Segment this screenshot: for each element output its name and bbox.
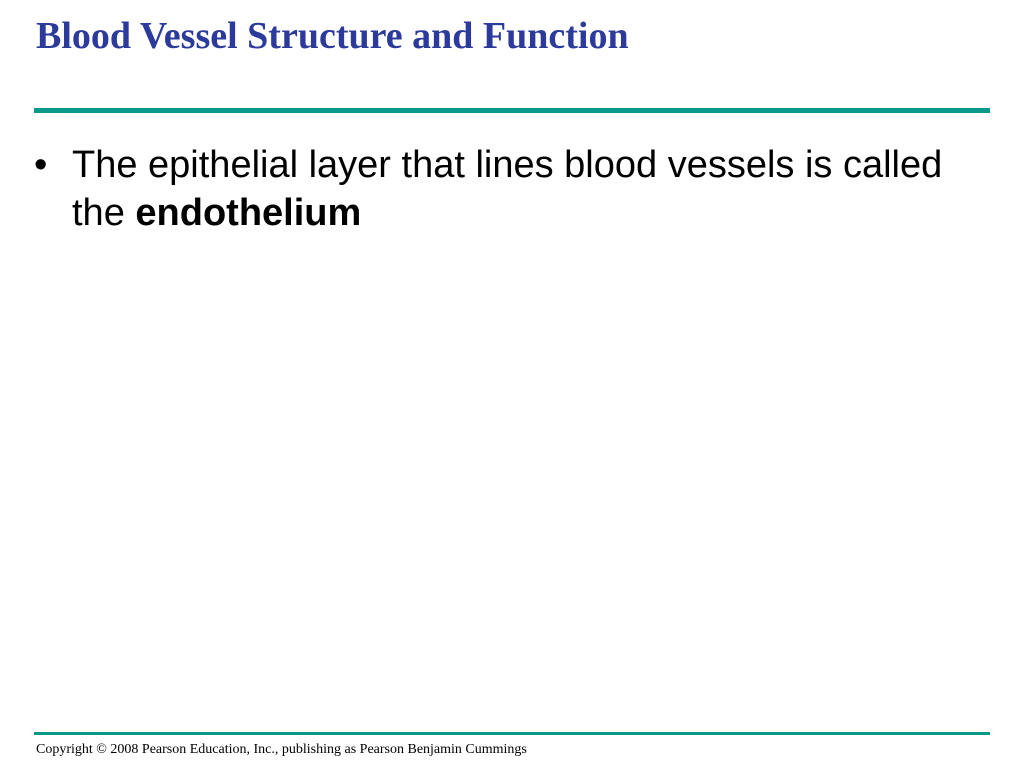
bullet-text: The epithelial layer that lines blood vessels is called the	[72, 144, 943, 234]
copyright-footer: Copyright © 2008 Pearson Education, Inc., publishing as Pearson Benjamin Cummings	[36, 742, 527, 757]
bullet-icon: •	[34, 144, 48, 186]
title-divider	[34, 108, 990, 113]
bullet-key-term: endothelium	[135, 192, 362, 234]
bullet-item	[34, 141, 964, 237]
slide-title: Blood Vessel Structure and Function	[36, 15, 629, 57]
bullet-list	[34, 141, 964, 237]
footer-divider	[34, 732, 990, 735]
